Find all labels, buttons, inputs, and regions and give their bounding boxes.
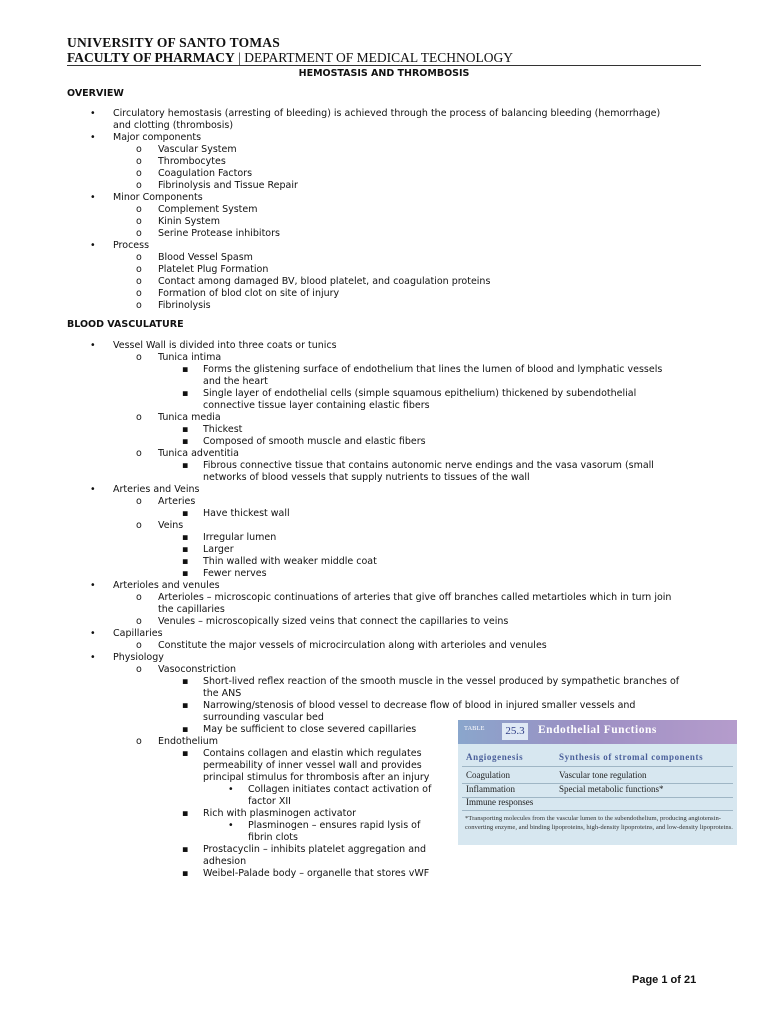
table-header-bar <box>458 720 737 744</box>
endothelial-functions-table <box>458 720 737 845</box>
list-item: Arterioles and venules <box>113 580 220 591</box>
list-marker: o <box>136 144 142 155</box>
section-heading-overview: OVERVIEW <box>67 88 124 99</box>
list-item: Venules – microscopically sized veins that connect the capillaries to veins <box>158 616 509 627</box>
list-marker: o <box>136 252 142 263</box>
list-marker: o <box>136 616 142 627</box>
list-item: Arterioles – microscopic continuations of arteries that give off branches called metartioles which in turn join <box>158 592 672 603</box>
list-item: Larger <box>203 544 234 555</box>
column-header-2: Synthesis of stromal components <box>559 752 704 762</box>
table-cell: Vascular tone regulation <box>559 770 647 780</box>
list-marker: ▪ <box>182 844 189 855</box>
list-item: Blood Vessel Spasm <box>158 252 253 263</box>
list-marker: • <box>90 580 96 591</box>
list-item: Narrowing/stenosis of blood vessel to decrease flow of blood in injured smaller vessels and <box>203 700 636 711</box>
header-separator: | <box>234 50 245 65</box>
list-item: Composed of smooth muscle and elastic fibers <box>203 436 426 447</box>
list-marker: o <box>136 264 142 275</box>
table-title: Endothelial Functions <box>538 724 657 736</box>
list-item: May be sufficient to close severed capillaries <box>203 724 417 735</box>
list-item: Collagen initiates contact activation of <box>248 784 432 795</box>
list-marker: o <box>136 156 142 167</box>
list-item: and the heart <box>203 376 268 387</box>
list-item: Contains collagen and elastin which regulates <box>203 748 422 759</box>
list-marker: • <box>90 132 96 143</box>
list-item: Formation of blod clot on site of injury <box>158 288 340 299</box>
list-marker: • <box>90 652 96 663</box>
list-item: Fewer nerves <box>203 568 267 579</box>
list-item: Kinin System <box>158 216 220 227</box>
list-item: Thrombocytes <box>158 156 226 167</box>
list-marker: ▪ <box>182 748 189 759</box>
table-tag: TABLE <box>464 725 485 732</box>
list-marker: ▪ <box>182 508 189 519</box>
list-marker: o <box>136 288 142 299</box>
list-item: Fibrous connective tissue that contains autonomic nerve endings and the vasa vasorum (small <box>203 460 654 471</box>
list-marker: ▪ <box>182 676 189 687</box>
list-marker: ▪ <box>182 868 189 879</box>
list-item: surrounding vascular bed <box>203 712 324 723</box>
list-item: Irregular lumen <box>203 532 277 543</box>
table-cell: Coagulation <box>466 770 510 780</box>
list-marker: • <box>90 240 96 251</box>
list-item: Weibel-Palade body – organelle that stores vWF <box>203 868 430 879</box>
list-item: Have thickest wall <box>203 508 290 519</box>
list-item: Endothelium <box>158 736 219 747</box>
list-item: Rich with plasminogen activator <box>203 808 357 819</box>
list-item: Forms the glistening surface of endothelium that lines the lumen of blood and lymphatic vessels <box>203 364 663 375</box>
list-item: Complement System <box>158 204 258 215</box>
list-item: Process <box>113 240 150 251</box>
list-item: Coagulation Factors <box>158 168 253 179</box>
list-item: the ANS <box>203 688 242 699</box>
list-marker: ▪ <box>182 556 189 567</box>
list-item: networks of blood vessels that supply nutrients to tissues of the wall <box>203 472 530 483</box>
list-item: the capillaries <box>158 604 225 615</box>
table-cell: Immune responses <box>466 797 534 807</box>
list-item: permeability of inner vessel wall and provides <box>203 760 422 771</box>
list-marker: • <box>90 628 96 639</box>
list-item: Minor Components <box>113 192 203 203</box>
document-title: HEMOSTASIS AND THROMBOSIS <box>298 68 470 79</box>
list-marker: ▪ <box>182 724 189 735</box>
list-marker: ▪ <box>182 436 189 447</box>
list-marker: • <box>90 340 96 351</box>
page-number: Page 1 of 21 <box>632 974 697 986</box>
list-marker: ▪ <box>182 424 189 435</box>
department-name: DEPARTMENT OF MEDICAL TECHNOLOGY <box>244 50 514 65</box>
list-item: Plasminogen – ensures rapid lysis of <box>248 820 421 831</box>
list-item: Tunica media <box>158 412 221 423</box>
list-marker: ▪ <box>182 808 189 819</box>
faculty-line <box>67 50 701 65</box>
table-footnote: *Transporting molecules from the vascular lumen to the subendothelium, producing angiotensin-converting enzyme, and binding lipoproteins, high-density lipoproteins, and low-density lipoproteins. <box>465 815 733 831</box>
list-marker: o <box>136 300 142 311</box>
list-marker: o <box>136 276 142 287</box>
faculty-name: FACULTY OF PHARMACY <box>67 50 235 65</box>
list-marker: o <box>136 180 142 191</box>
list-marker: ▪ <box>182 544 189 555</box>
list-marker: o <box>136 496 142 507</box>
list-item: factor XII <box>248 796 291 807</box>
list-item: Veins <box>158 520 184 531</box>
list-item: Capillaries <box>113 628 163 639</box>
list-marker: o <box>136 412 142 423</box>
column-header-1: Angiogenesis <box>466 752 524 762</box>
list-marker: o <box>136 448 142 459</box>
list-item: Short-lived reflex reaction of the smooth muscle in the vessel produced by sympathetic branches of <box>203 676 680 687</box>
list-marker: ▪ <box>182 460 189 471</box>
list-marker: • <box>90 484 96 495</box>
list-marker: ▪ <box>182 568 189 579</box>
list-item: Thickest <box>203 424 243 435</box>
list-marker: o <box>136 592 142 603</box>
list-marker: ▪ <box>182 388 189 399</box>
list-item: Thin walled with weaker middle coat <box>203 556 377 567</box>
table-divider <box>462 766 733 767</box>
list-marker: ▪ <box>182 700 189 711</box>
list-item: Physiology <box>113 652 164 663</box>
list-marker: • <box>90 108 96 119</box>
list-marker: o <box>136 352 142 363</box>
table-cell: Inflammation <box>466 784 515 794</box>
list-item: Fibrinolysis and Tissue Repair <box>158 180 298 191</box>
list-item: Contact among damaged BV, blood platelet, and coagulation proteins <box>158 276 491 287</box>
list-item: connective tissue layer containing elastic fibers <box>203 400 430 411</box>
document-header <box>67 36 701 65</box>
list-marker: • <box>228 784 234 795</box>
list-marker: ▪ <box>182 364 189 375</box>
list-item: Single layer of endothelial cells (simple squamous epithelium) thickened by subendothelial <box>203 388 637 399</box>
list-marker: o <box>136 216 142 227</box>
list-marker: • <box>228 820 234 831</box>
list-marker: o <box>136 204 142 215</box>
list-item: Vasoconstriction <box>158 664 237 675</box>
list-marker: o <box>136 640 142 651</box>
list-marker: o <box>136 228 142 239</box>
list-item: Tunica adventitia <box>158 448 239 459</box>
list-item: and clotting (thrombosis) <box>113 120 234 131</box>
list-item: Platelet Plug Formation <box>158 264 269 275</box>
section-heading-blood-vasculature: BLOOD VASCULATURE <box>67 319 184 330</box>
list-item: adhesion <box>203 856 247 867</box>
header-rule <box>67 65 701 66</box>
list-item: Serine Protease inhibitors <box>158 228 280 239</box>
list-marker: o <box>136 520 142 531</box>
list-item: Arteries <box>158 496 196 507</box>
list-item: principal stimulus for thrombosis after an injury <box>203 772 430 783</box>
list-marker: • <box>90 192 96 203</box>
list-marker: o <box>136 664 142 675</box>
list-item: Prostacyclin – inhibits platelet aggregation and <box>203 844 427 855</box>
list-item: Vascular System <box>158 144 237 155</box>
list-item: Constitute the major vessels of microcirculation along with arterioles and venules <box>158 640 547 651</box>
list-item: fibrin clots <box>248 832 298 843</box>
table-number: 25.3 <box>502 723 528 740</box>
list-item: Arteries and Veins <box>113 484 200 495</box>
list-item: Fibrinolysis <box>158 300 211 311</box>
list-item: Circulatory hemostasis (arresting of bleeding) is achieved through the process of balancing bleeding (hemorrhage) <box>113 108 661 119</box>
list-item: Tunica intima <box>158 352 222 363</box>
list-item: Vessel Wall is divided into three coats or tunics <box>113 340 337 351</box>
table-divider <box>462 810 733 811</box>
list-marker: o <box>136 168 142 179</box>
list-marker: o <box>136 736 142 747</box>
list-marker: ▪ <box>182 532 189 543</box>
institution-name: UNIVERSITY OF SANTO TOMAS <box>67 35 280 50</box>
table-cell: Special metabolic functions* <box>559 784 664 794</box>
list-item: Major components <box>113 132 202 143</box>
